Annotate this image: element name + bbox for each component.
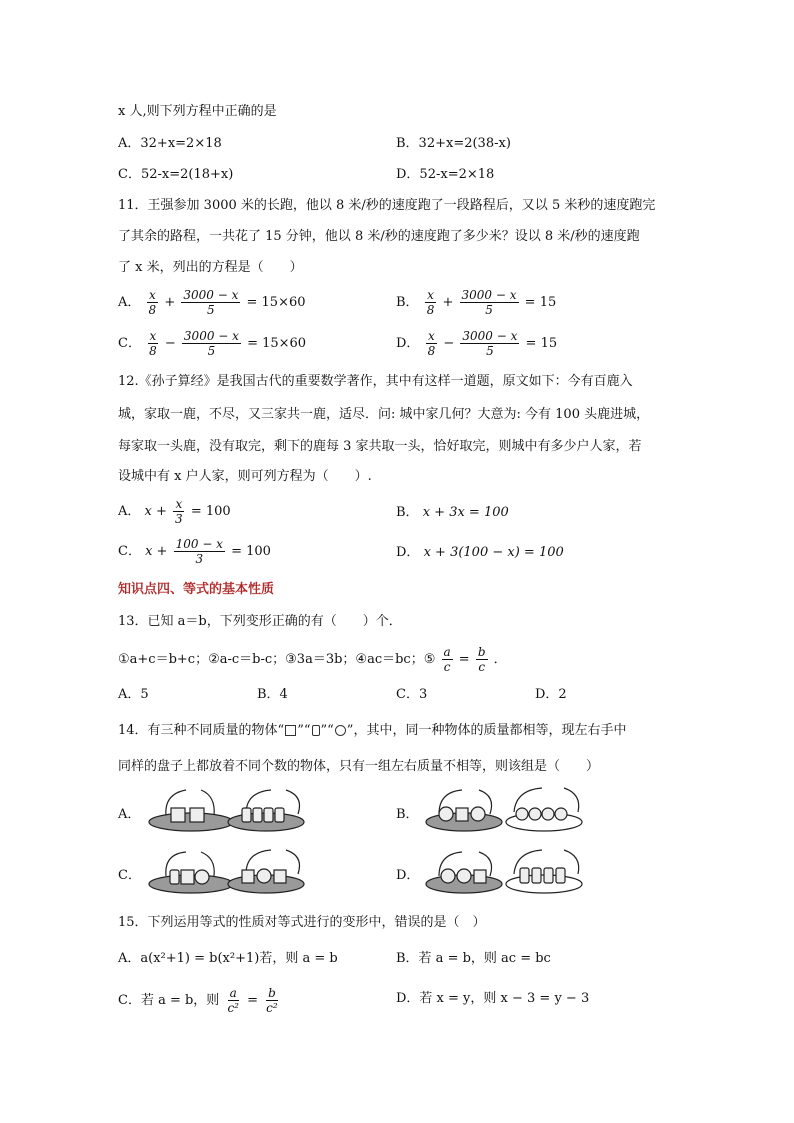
fraction: $\frac{x}{8}$ xyxy=(427,329,436,358)
q14-option-c-label[interactable]: C． xyxy=(118,868,141,883)
expr: x + 3(100 − x) = 100 xyxy=(423,545,564,560)
rhs: = 15×60 xyxy=(246,295,306,310)
intro-line: x 人,则下列方程中正确的是 xyxy=(118,104,277,119)
fraction: $\frac{3000 - x}{5}$ xyxy=(183,288,239,317)
q12-line-1: 12.《孙子算经》是我国古代的重要数学著作，其中有这样一道题，原文如下：今有百鹿入 xyxy=(118,374,633,389)
expr: C．若 a = b，则 xyxy=(118,993,220,1008)
operator: = xyxy=(458,652,470,667)
q15-line-1: 15．下列运用等式的性质对等式进行的变形中，错误的是（ ） xyxy=(118,915,486,930)
punct: ． xyxy=(493,652,507,667)
q12-line-3: 每家取一头鹿，没有取完，剩下的鹿每 3 家共取一头，恰好取完，则城中有多少户人家，若 xyxy=(118,439,642,454)
q14-option-d-plates xyxy=(424,848,584,900)
fraction: $\frac{3000 - x}{5}$ xyxy=(183,329,239,358)
fraction: $\frac{3000 - x}{5}$ xyxy=(462,329,518,358)
option-label: B． xyxy=(396,295,419,310)
q10-option-c[interactable]: C．52-x=2(18+x) xyxy=(118,167,234,182)
q14-line-1 xyxy=(118,721,626,741)
q10-option-b[interactable]: B．32+x=2(38-x) xyxy=(396,136,511,151)
option-label: B． xyxy=(396,505,419,520)
q11-option-c[interactable] xyxy=(118,329,306,358)
option-label: A． xyxy=(118,295,141,310)
q12-option-a[interactable] xyxy=(118,497,231,526)
q14-option-b-plates xyxy=(424,786,584,838)
q11-line-3: 了 x 米，列出的方程是（ ） xyxy=(118,260,303,275)
expr: x + xyxy=(144,504,167,519)
q12-option-d[interactable] xyxy=(396,543,564,563)
section-heading: 知识点四、等式的基本性质 xyxy=(118,582,275,597)
fraction: $\frac{a}{c}$ xyxy=(443,645,451,674)
rhs: = 100 xyxy=(190,504,231,519)
fraction: $\frac{b}{c}$ xyxy=(477,645,486,674)
rhs: = 15 xyxy=(524,295,557,310)
cube-icon xyxy=(285,725,296,736)
q13-line-2 xyxy=(118,645,507,674)
fraction: $\frac{x}{3}$ xyxy=(175,497,183,526)
q13-option-c[interactable]: C．3 xyxy=(396,687,428,702)
option-label: C． xyxy=(118,336,141,351)
expr: x + 3x = 100 xyxy=(422,505,509,520)
option-label: D． xyxy=(396,336,420,351)
properties-text: ①a+c＝b+c；②a-c＝b-c；③3a＝3b；④ac＝bc；⑤ xyxy=(118,652,436,667)
fraction: $\frac{x}{8}$ xyxy=(148,288,157,317)
q12-option-b[interactable] xyxy=(396,503,509,523)
q10-option-a[interactable]: A．32+x=2×18 xyxy=(118,136,222,151)
q10-option-d[interactable]: D．52-x=2×18 xyxy=(396,167,495,182)
operator: = xyxy=(247,993,259,1008)
cylinder-icon xyxy=(312,725,320,736)
rhs: = 15 xyxy=(525,336,558,351)
fraction: $\frac{x}{8}$ xyxy=(426,288,435,317)
q14-option-a-plates xyxy=(146,786,306,838)
expr: x + xyxy=(145,544,168,559)
option-label: D． xyxy=(396,545,420,560)
q11-option-a[interactable] xyxy=(118,288,306,317)
operator: + xyxy=(164,295,176,310)
rhs: = 15×60 xyxy=(247,336,307,351)
q14-option-d-label[interactable]: D． xyxy=(396,868,420,883)
q14-option-b-label[interactable]: B． xyxy=(396,807,419,822)
operator: − xyxy=(164,336,176,351)
fraction: $\frac{3000 - x}{5}$ xyxy=(461,288,517,317)
fraction: $\frac{100 - x}{3}$ xyxy=(175,537,223,566)
fraction: $\frac{a}{\text{c²}}$ xyxy=(227,986,239,1015)
q15-option-b[interactable]: B．若 a = b，则 ac = bc xyxy=(396,951,551,966)
q13-option-b[interactable]: B．4 xyxy=(257,687,288,702)
q12-option-c[interactable] xyxy=(118,537,271,566)
operator: + xyxy=(442,295,454,310)
q15-option-d[interactable]: D．若 x = y，则 x − 3 = y − 3 xyxy=(396,991,590,1006)
text: ”，其中，同一种物体的质量都相等，现左右手中 xyxy=(346,723,627,738)
q14-line-2: 同样的盘子上都放着不同个数的物体，只有一组左右质量不相等，则该组是（ ） xyxy=(118,759,600,774)
q14-option-a-label[interactable]: A． xyxy=(118,807,141,822)
q11-option-b[interactable] xyxy=(396,288,556,317)
q15-option-a[interactable]: A．a(x²+1) = b(x²+1)若，则 a = b xyxy=(118,951,338,966)
q12-line-2: 城，家取一鹿，不尽，又三家共一鹿，适尽．问: 城中家几何？大意为: 今有 100 头鹿进城， xyxy=(118,407,650,422)
q12-line-4: 设城中有 x 户人家，则可列方程为（ ）. xyxy=(118,469,372,484)
q11-line-1: 11．王强参加 3000 米的长跑，他以 8 米/秒的速度跑了一段路程后，又以 5 米秒的速度跑完 xyxy=(118,198,656,213)
rhs: = 100 xyxy=(231,544,271,559)
q13-option-a[interactable]: A．5 xyxy=(118,687,149,702)
q11-line-2: 了其余的路程，一共花了 15 分钟，他以 8 米/秒的速度跑了多少米？设以 8 米/秒的速度跑 xyxy=(118,229,640,244)
q14-option-c-plates xyxy=(146,848,306,900)
text: 14．有三种不同质量的物体“ xyxy=(118,723,285,738)
option-label: C． xyxy=(118,544,141,559)
text: ”“ xyxy=(320,723,334,738)
operator: − xyxy=(443,336,455,351)
q13-option-d[interactable]: D．2 xyxy=(535,687,567,702)
fraction: $\frac{x}{8}$ xyxy=(149,329,157,358)
option-label: A． xyxy=(118,504,141,519)
q15-option-c[interactable] xyxy=(118,986,282,1015)
q11-option-d[interactable] xyxy=(396,329,557,358)
q13-line-1: 13．已知 a＝b，下列变形正确的有（ ）个． xyxy=(118,614,402,629)
fraction: $\frac{b}{\text{c²}}$ xyxy=(266,986,278,1015)
text: ”“ xyxy=(297,723,311,738)
ball-icon xyxy=(335,725,346,736)
